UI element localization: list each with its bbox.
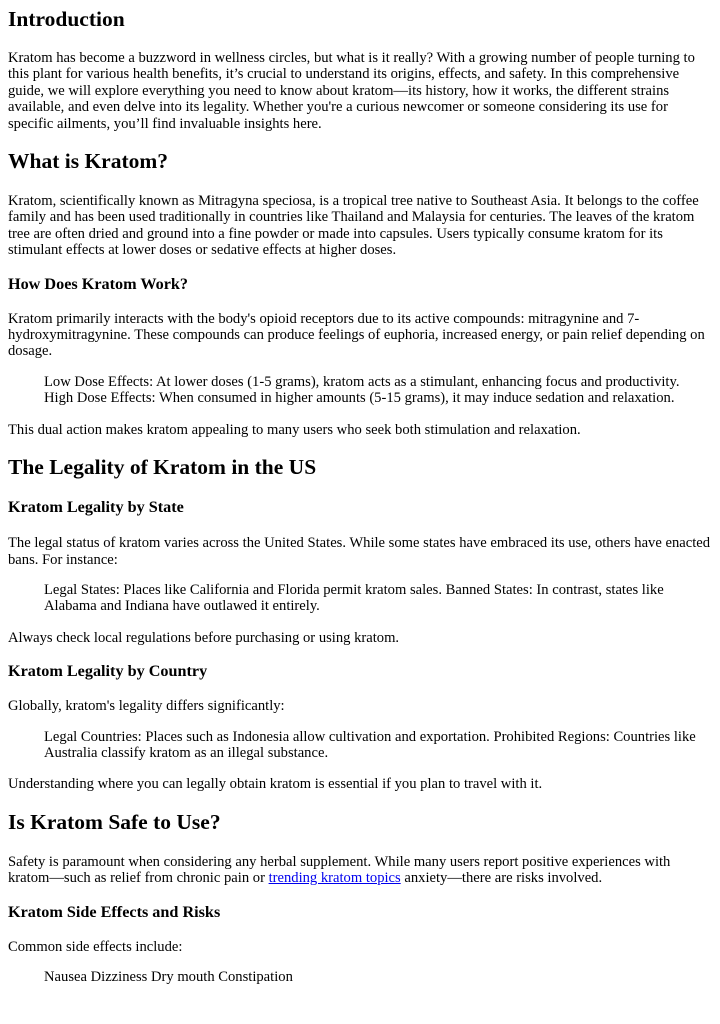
- paragraph-legality-by-country: Globally, kratom's legality differs significantly:: [8, 698, 285, 715]
- paragraph-legality-by-state: The legal status of kratom varies across the United States. While some states have embraced its use, others have enacted bans. For instance:: [8, 535, 711, 568]
- blockquote-dose-effects: Low Dose Effects: At lower doses (1-5 grams), kratom acts as a stimulant, enhancing focus and productivity. High Dose Effects: When consumed in higher amounts (5-15 grams), it may induce sedation and relaxation.: [44, 373, 680, 407]
- paragraph-travel-note: Understanding where you can legally obtain kratom is essential if you plan to travel with it.: [8, 776, 543, 793]
- paragraph-how-kratom-works: Kratom primarily interacts with the body's opioid receptors due to its active compounds: mitragynine and 7-hydroxymitragynine. These compounds can produce feelings of euphoria, increased energy, or pain relief depending on dosage.: [8, 310, 705, 360]
- heading-what-is-kratom: What is Kratom?: [8, 149, 169, 174]
- heading-legality-by-country: Kratom Legality by Country: [8, 662, 208, 681]
- paragraph-introduction: Kratom has become a buzzword in wellness circles, but what is it really? With a growing number of people turning to this plant for various health benefits, it’s crucial to understand its origins, effects, and safety. In this comprehensive guide, we will explore everything you need to know about kratom—its history, how it works, the different strains available, and even delve into its legality. Whether you're a curious newcomer or someone considering its use for specific ailments, you’ll find invaluable insights here.: [8, 50, 695, 132]
- paragraph-safety: [8, 854, 712, 887]
- heading-legality-by-state: Kratom Legality by State: [8, 498, 184, 517]
- safety-text-before-link: Safety is paramount when considering any herbal supplement. While many users report positive experiences with kratom—such as relief from chronic pain or: [8, 853, 671, 887]
- paragraph-check-regulations: Always check local regulations before purchasing or using kratom.: [8, 629, 400, 646]
- paragraph-what-is-kratom: Kratom, scientifically known as Mitragyna speciosa, is a tropical tree native to Southeast Asia. It belongs to the coffee family and has been used traditionally in countries like Thailand and Malaysia for centuries. The leaves of the kratom tree are often dried and ground into a fine powder or made into capsules. Users typically consume kratom for its stimulant effects at lower doses or sedative effects at higher doses.: [8, 193, 699, 259]
- trending-kratom-topics-link[interactable]: trending kratom topics: [268, 870, 401, 887]
- article: [0, 7, 720, 985]
- heading-side-effects: Kratom Side Effects and Risks: [8, 902, 221, 921]
- heading-legality-us: The Legality of Kratom in the US: [8, 455, 317, 480]
- blockquote-side-effects-list: Nausea Dizziness Dry mouth Constipation: [44, 968, 293, 985]
- safety-text-after-link: anxiety—there are risks involved.: [400, 870, 603, 887]
- paragraph-common-side-effects: Common side effects include:: [8, 938, 183, 955]
- blockquote-state-status: Legal States: Places like California and Florida permit kratom sales. Banned States: In contrast, states like Alabama and Indiana have outlawed it entirely.: [44, 581, 664, 615]
- heading-introduction: Introduction: [8, 7, 125, 31]
- blockquote-country-status: Legal Countries: Places such as Indonesia allow cultivation and exportation. Prohibited Regions: Countries like Australia classify kratom as an illegal substance.: [44, 728, 696, 761]
- paragraph-dual-action: This dual action makes kratom appealing to many users who seek both stimulation and relaxation.: [8, 421, 581, 438]
- heading-how-does-kratom-work: How Does Kratom Work?: [8, 274, 188, 293]
- heading-is-kratom-safe: Is Kratom Safe to Use?: [8, 809, 221, 834]
